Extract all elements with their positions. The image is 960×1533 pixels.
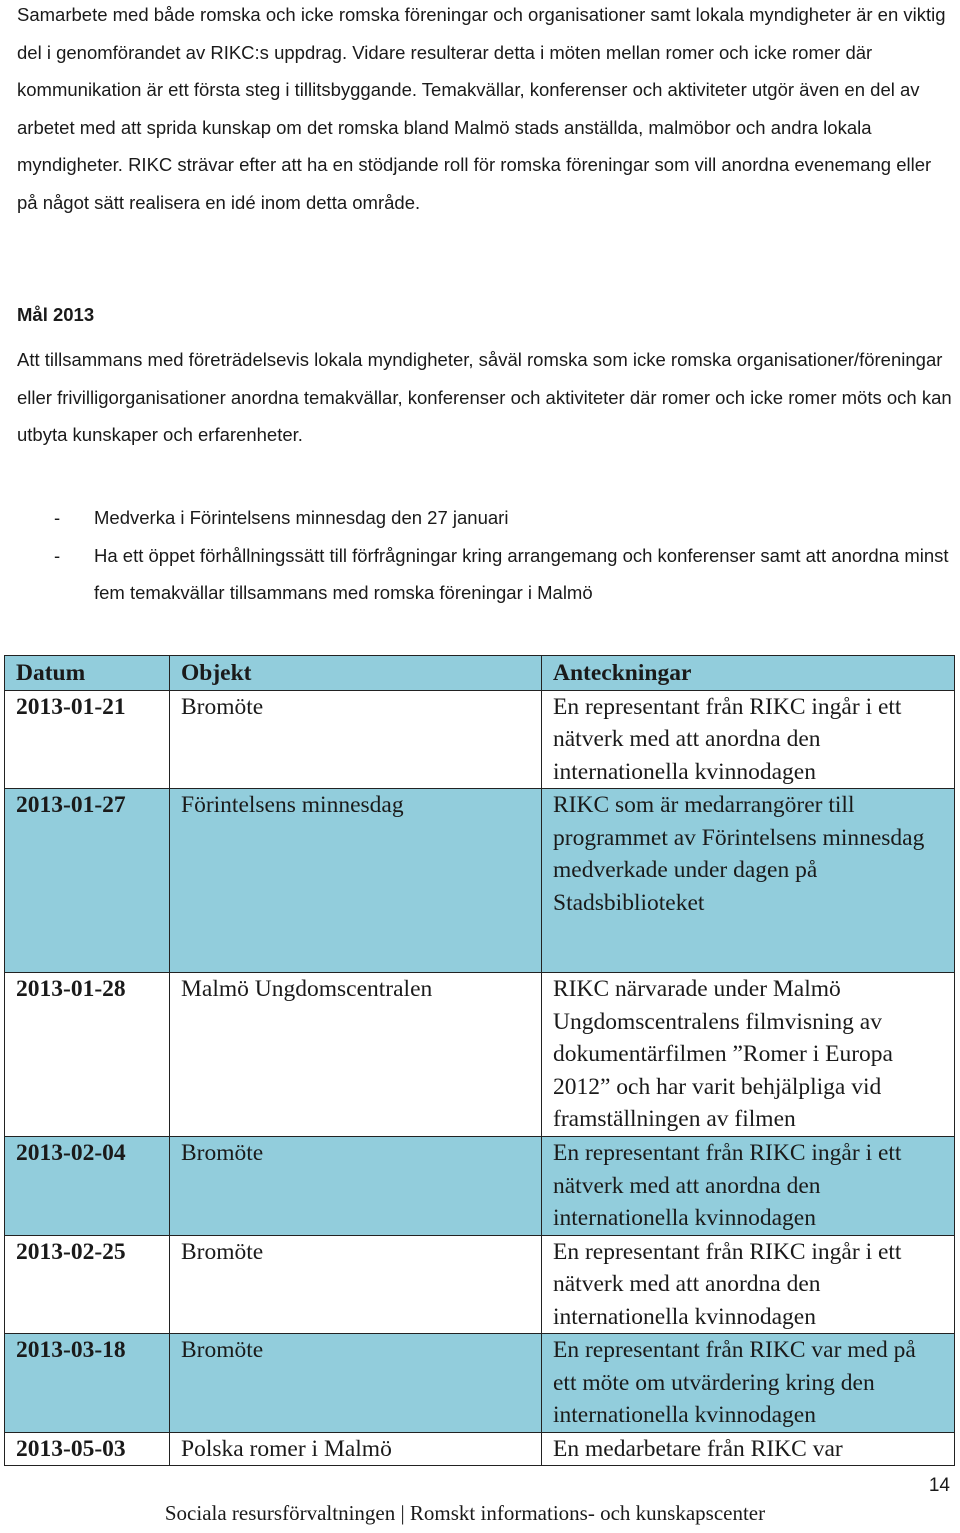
bullet-text: Ha ett öppet förhållningssätt till förfrågningar kring arrangemang och konferenser samt att anordna minst fem temakvällar tillsammans med romska föreningar i Malmö (94, 544, 949, 603)
column-header-object: Objekt (170, 656, 542, 691)
cell-date: 2013-01-21 (5, 690, 170, 789)
bullet-marker: - (54, 544, 61, 566)
cell-object: Malmö Ungdomscentralen (170, 973, 542, 1137)
goal-bullet-list (17, 499, 957, 612)
cell-notes: En representant från RIKC var med på ett möte om utvärdering kring den internationella kvinnodagen (542, 1334, 955, 1433)
table-header-row (5, 656, 955, 691)
bullet-text: Medverka i Förintelsens minnesdag den 27 januari (94, 507, 509, 528)
table-row (5, 1137, 955, 1236)
table-row (5, 789, 955, 973)
cell-notes: En representant från RIKC ingår i ett nätverk med att anordna den internationella kvinnodagen (542, 1235, 955, 1334)
cell-notes: RIKC som är medarrangörer till programmet av Förintelsens minnesdag medverkade under dagen på Stadsbiblioteket (542, 789, 955, 973)
column-header-notes: Anteckningar (542, 656, 955, 691)
cell-notes: En medarbetare från RIKC var (542, 1432, 955, 1466)
bullet-item (17, 537, 957, 612)
cell-notes: En representant från RIKC ingår i ett nätverk med att anordna den internationella kvinnodagen (542, 1137, 955, 1236)
goal-heading: Mål 2013 (17, 304, 95, 325)
cell-date: 2013-01-28 (5, 973, 170, 1137)
cell-object: Förintelsens minnesdag (170, 789, 542, 973)
table-row (5, 1432, 955, 1466)
cell-object: Polska romer i Malmö (170, 1432, 542, 1466)
bullet-item (17, 499, 957, 537)
intro-paragraph: Samarbete med både romska och icke romska föreningar och organisationer samt lokala myndigheter är en viktig del i genomförandet av RIKC:s uppdrag. Vidare resulterar detta i möten mellan romer och icke romer där kommunikation är ett första steg i tillitsbyggande. Temakvällar, konferenser och aktiviteter utgör även en del av arbetet med att sprida kunskap om det romska bland Malmö stads anställda, malmöbor och andra lokala myndigheter. RIKC strävar efter att ha en stödjande roll för romska föreningar som vill anordna evenemang eller på något sätt realisera en idé inom detta område. (17, 4, 946, 213)
cell-notes: RIKC närvarade under Malmö Ungdomscentralens filmvisning av dokumentärfilmen ”Romer i Europa 2012” och har varit behjälpliga vid framställningen av filmen (542, 973, 955, 1137)
table-row (5, 973, 955, 1137)
column-header-date: Datum (5, 656, 170, 691)
cell-date: 2013-05-03 (5, 1432, 170, 1466)
cell-date: 2013-01-27 (5, 789, 170, 973)
cell-date: 2013-03-18 (5, 1334, 170, 1433)
table-row (5, 690, 955, 789)
page-number: 14 (928, 1475, 950, 1496)
table-row (5, 1235, 955, 1334)
cell-object: Bromöte (170, 1334, 542, 1433)
cell-notes: En representant från RIKC ingår i ett nätverk med att anordna den internationella kvinnodagen (542, 690, 955, 789)
cell-date: 2013-02-25 (5, 1235, 170, 1334)
cell-object: Bromöte (170, 1137, 542, 1236)
page-footer: Sociala resursförvaltningen | Romskt informations- och kunskapscenter (164, 1501, 766, 1525)
goal-paragraph: Att tillsammans med företrädelsevis lokala myndigheter, såväl romska som icke romska organisationer/föreningar eller frivilligorganisationer anordna temakvällar, konferenser och aktiviteter där romer och icke romer möts och kan utbyta kunskaper och erfarenheter. (17, 349, 952, 445)
bullet-marker: - (54, 507, 61, 528)
table-row (5, 1334, 955, 1433)
cell-object: Bromöte (170, 690, 542, 789)
events-table (4, 655, 955, 1466)
cell-object: Bromöte (170, 1235, 542, 1334)
cell-date: 2013-02-04 (5, 1137, 170, 1236)
